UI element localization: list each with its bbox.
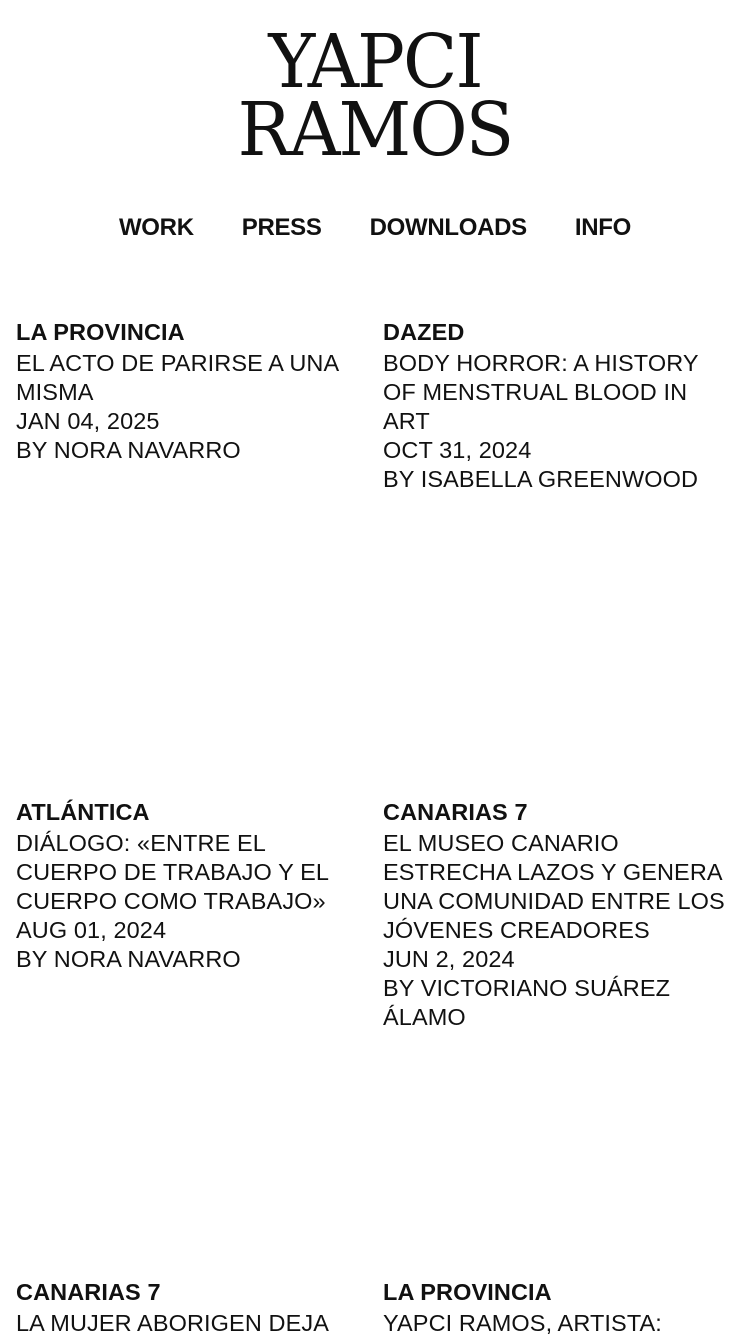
nav-item-info[interactable]: INFO [574,214,632,241]
press-date: JUN 2, 2024 [383,946,515,972]
press-title: EL ACTO DE PARIRSE A UNA MISMA [16,350,338,405]
press-title: LA MUJER ABORIGEN DEJA [16,1310,330,1336]
press-card[interactable] [16,318,361,465]
site-logo[interactable] [15,19,735,173]
press-title: DIÁLOGO: «ENTRE EL CUERPO DE TRABAJO Y EL CUERPO COMO TRABAJO» [16,830,329,914]
press-date: OCT 31, 2024 [383,437,532,463]
press-card[interactable] [16,798,361,974]
press-publication: CANARIAS 7 [383,799,528,825]
press-card[interactable] [16,1278,361,1338]
nav-item-downloads[interactable]: DOWNLOADS [369,214,527,241]
press-date: JAN 04, 2025 [16,408,160,434]
press-publication: CANARIAS 7 [16,1279,161,1305]
press-title: YAPCI RAMOS, ARTISTA: [383,1310,662,1336]
press-author: BY NORA NAVARRO [16,946,241,972]
press-title: EL MUSEO CANARIO ESTRECHA LAZOS Y GENERA UNA COMUNIDAD ENTRE LOS JÓVENES CREADORES [383,830,725,943]
logo-line-1: YAPCI [268,19,482,105]
press-author: BY ISABELLA GREENWOOD [383,466,699,492]
press-date: AUG 01, 2024 [16,917,167,943]
press-title: BODY HORROR: A HISTORY OF MENSTRUAL BLOOD IN ART [383,350,699,434]
main-nav [0,214,750,242]
press-publication: LA PROVINCIA [16,319,185,345]
press-card[interactable] [383,318,728,494]
press-publication: DAZED [383,319,465,345]
press-card[interactable] [383,1278,728,1338]
press-author: BY NORA NAVARRO [16,437,241,463]
nav-item-press[interactable]: PRESS [241,214,322,241]
press-card[interactable] [383,798,728,1032]
logo-line-2: RAMOS [237,87,513,173]
nav-item-work[interactable]: WORK [118,214,194,241]
press-publication: ATLÁNTICA [16,799,150,825]
press-author: BY VICTORIANO SUÁREZ ÁLAMO [383,975,671,1030]
press-publication: LA PROVINCIA [383,1279,552,1305]
